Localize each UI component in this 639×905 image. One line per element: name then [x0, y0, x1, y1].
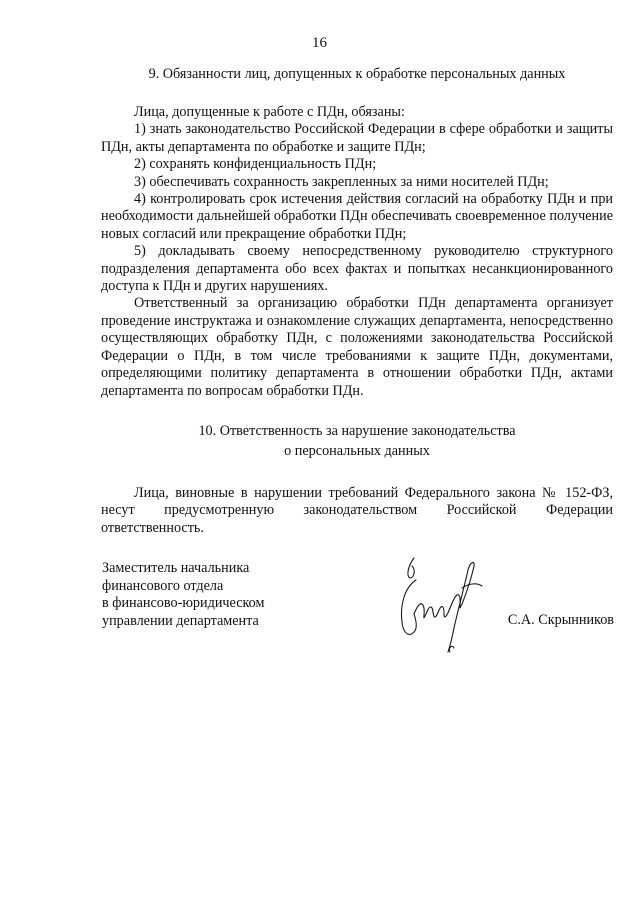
section-10-title-line-1: 10. Ответственность за нарушение законодательства: [198, 422, 516, 439]
handwritten-signature: [392, 548, 497, 658]
signer-position-line-3: в финансово-юридическом: [102, 595, 265, 612]
signature-block: [102, 560, 614, 670]
section-9-item-2: 2) сохранять конфиденциальность ПДн;: [134, 156, 377, 173]
section-9-closing: Ответственный за организацию обработки ПДн департамента организует проведение инструктажа и ознакомление служащих департамента, непосредственно осуществляющих обработку ПДн, с положениями законодательства Российской Федерации о ПДн, в том числе требованиями к защите ПДн, документами, определяющими политику департамента в отношении обработки ПДн, актами департамента по вопросам обработки ПДн.: [101, 295, 613, 399]
section-9-item-1: 1) знать законодательство Российской Федерации в сфере обработки и защиты ПДн, акты департамента по обработке и защите ПДн;: [101, 121, 613, 155]
section-9-item-3: 3) обеспечивать сохранность закрепленных за ними носителей ПДн;: [134, 173, 549, 190]
section-9-item-5: 5) докладывать своему непосредственному руководителю структурного подразделения департамента обо всех фактах и попытках несанкционированного доступа к ПДн и других нарушениях.: [101, 243, 613, 295]
section-9-title: 9. Обязанности лиц, допущенных к обработке персональных данных: [148, 66, 566, 82]
page-number: 16: [312, 35, 327, 51]
signer-position-line-4: управлении департамента: [102, 612, 259, 629]
signer-position-line-1: Заместитель начальника: [102, 560, 250, 576]
section-9-item-4: 4) контролировать срок истечения действия согласий на обработку ПДн и при необходимости дальнейшей обработки ПДн обеспечивать своевременное получение новых согласий или прекращение обработки ПДн;: [101, 191, 613, 242]
section-10-text: Лица, виновные в нарушении требований Федерального закона № 152-ФЗ, несут предусмотренную законодательством Российской Федерации ответственность.: [101, 484, 613, 536]
signer-position: [102, 560, 264, 630]
document-body: [101, 64, 613, 537]
signer-position-line-2: финансового отдела: [102, 577, 224, 594]
signer-name: С.А. Скрынников: [507, 612, 614, 628]
section-9-intro: Лица, допущенные к работе с ПДн, обязаны:: [134, 104, 405, 120]
section-10-title: [101, 421, 613, 461]
section-10-title-line-2: о персональных данных: [284, 442, 430, 459]
